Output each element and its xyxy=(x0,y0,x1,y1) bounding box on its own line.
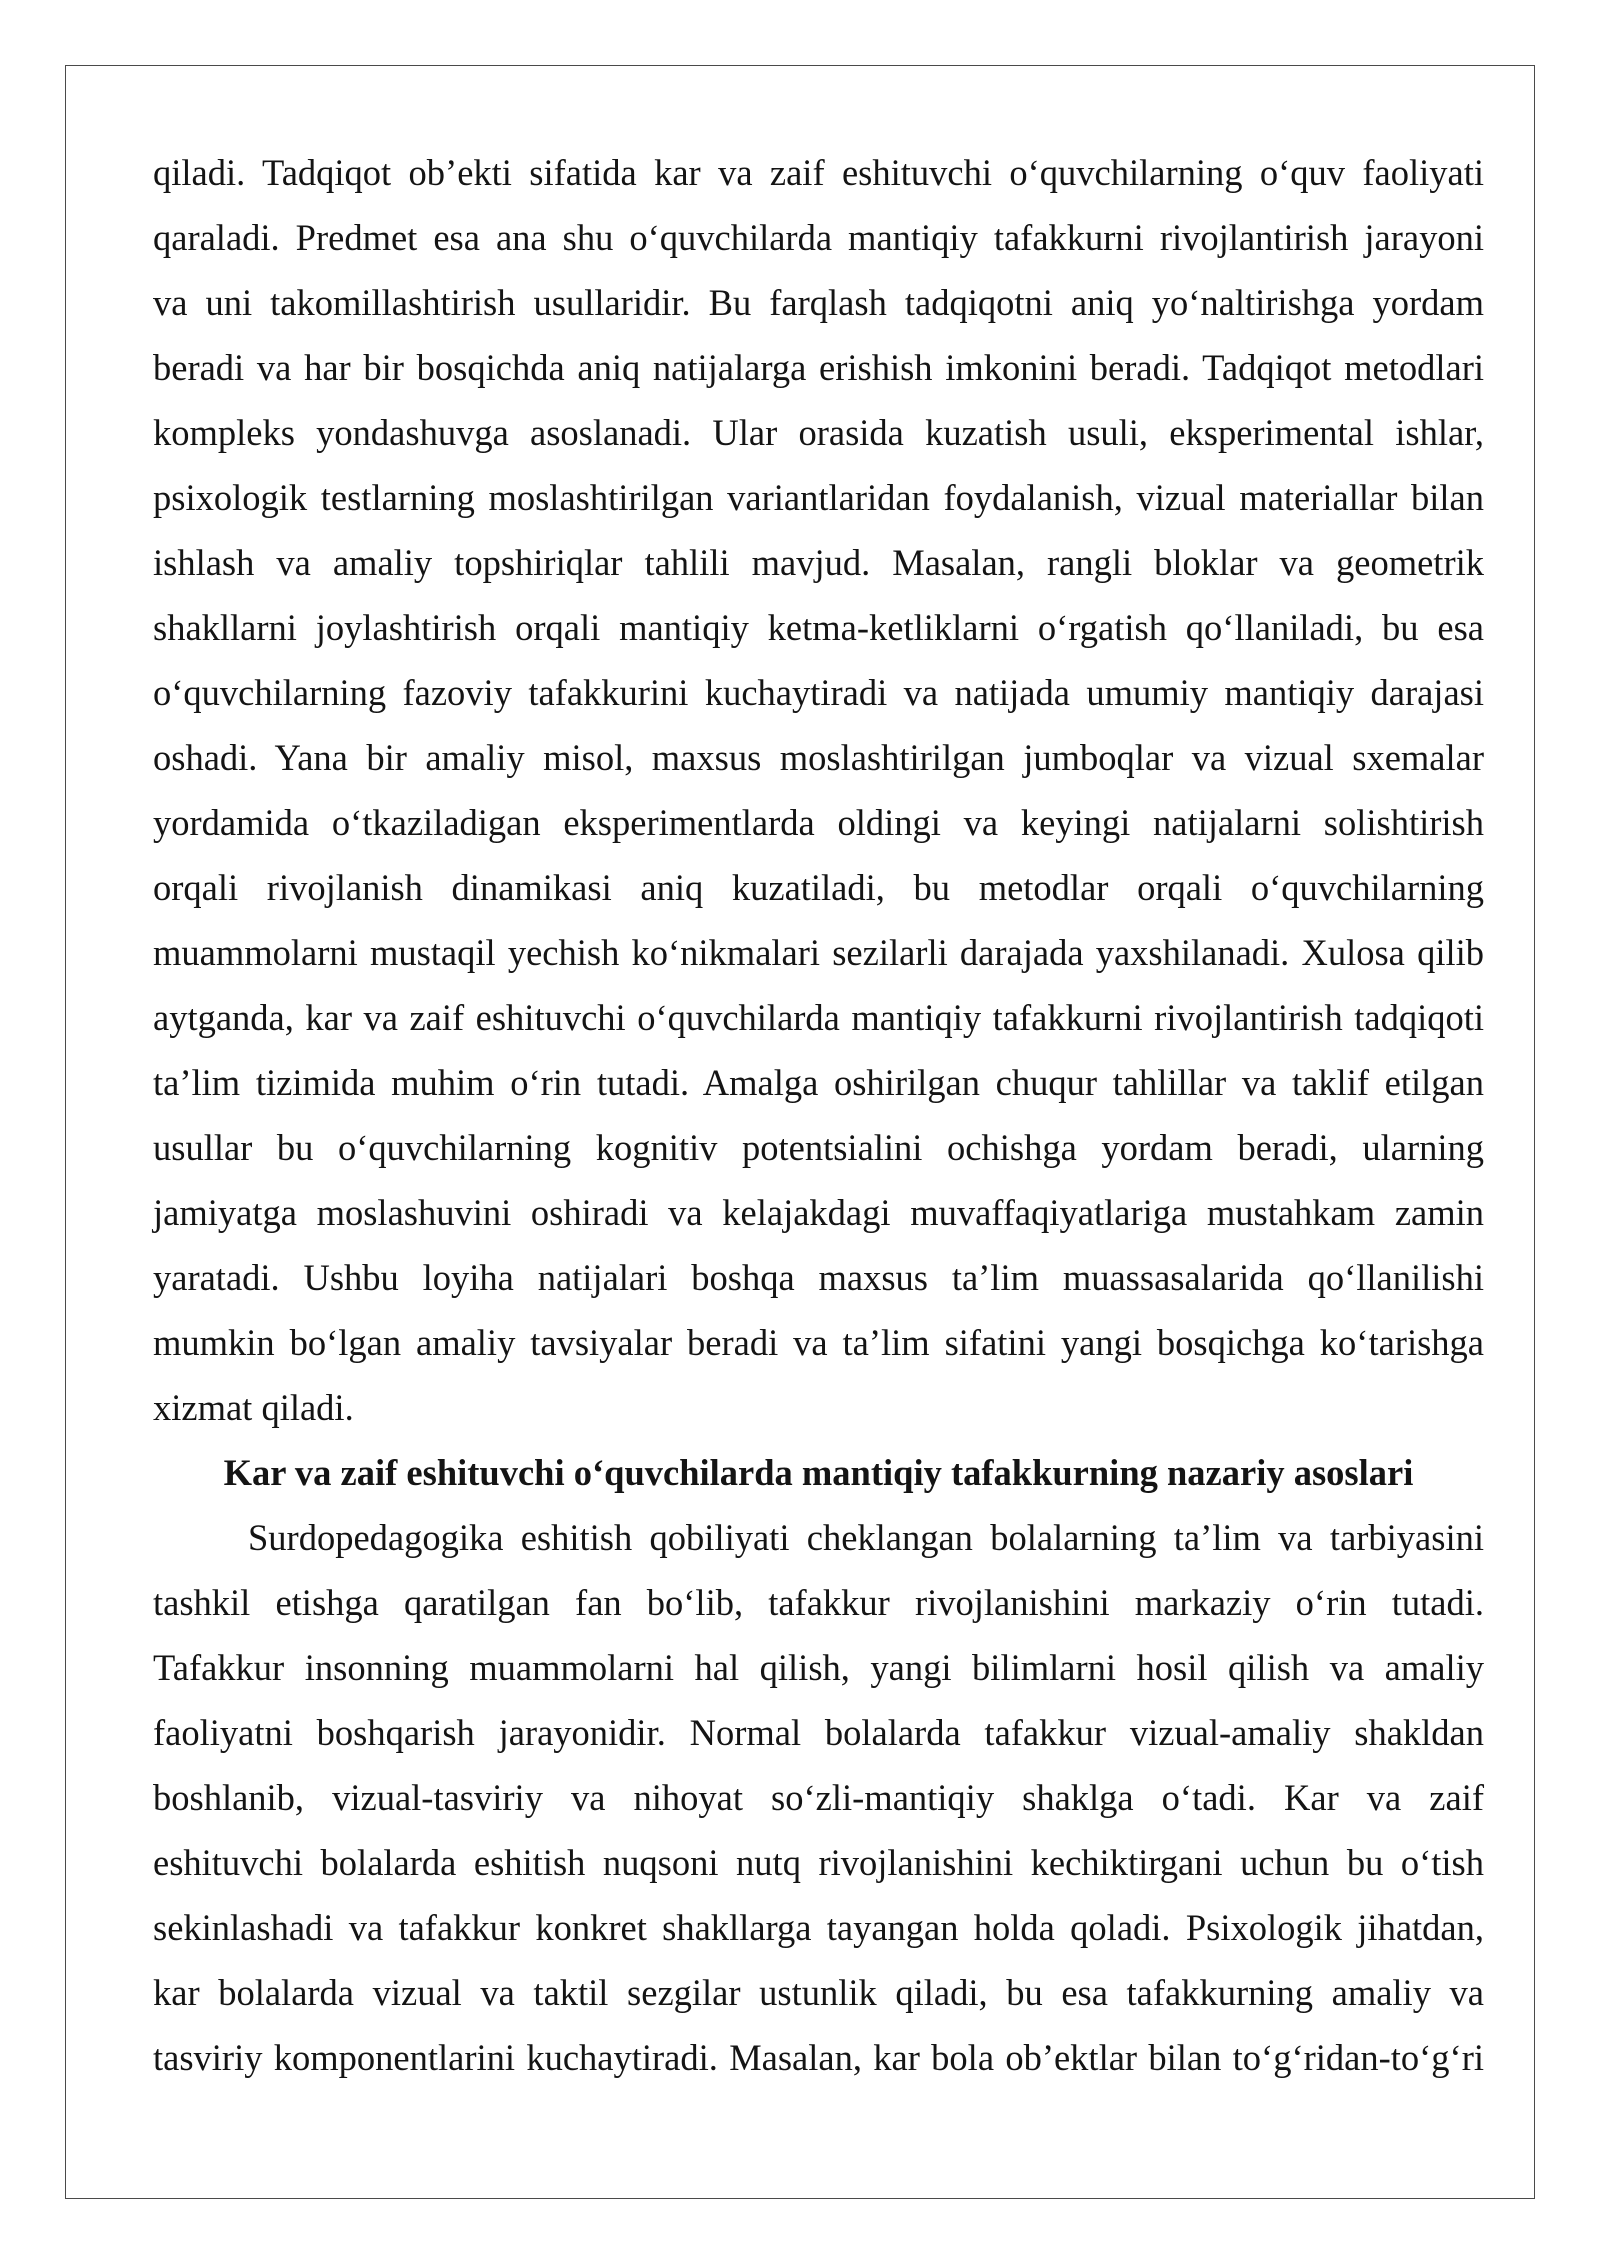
text-line: qiladi. Tadqiqot ob’ekti sifatida kar va zaif eshituvchi o‘quvchilarning o‘quv faoliyati xyxy=(153,152,1484,193)
text-line: jamiyatga moslashuvini oshiradi va kelajakdagi muvaffaqiyatlariga mustahkam zamin xyxy=(153,1192,1484,1233)
text-line: yordamida o‘tkaziladigan eksperimentlarda oldingi va keyingi natijalarni solishtirish xyxy=(153,802,1484,843)
text-line: oshadi. Yana bir amaliy misol, maxsus moslashtirilgan jumboqlar va vizual sxemalar xyxy=(153,737,1484,778)
text-line: ta’lim tizimida muhim o‘rin tutadi. Amalga oshirilgan chuqur tahlillar va taklif etilgan xyxy=(153,1062,1484,1103)
text-line: qaraladi. Predmet esa ana shu o‘quvchilarda mantiqiy tafakkurni rivojlantirish jarayoni xyxy=(153,217,1484,258)
text-line: mumkin bo‘lgan amaliy tavsiyalar beradi va ta’lim sifatini yangi bosqichga ko‘tarishga xyxy=(153,1322,1484,1363)
text-line: tashkil etishga qaratilgan fan bo‘lib, tafakkur rivojlanishini markaziy o‘rin tutadi. xyxy=(153,1582,1484,1623)
body-paragraph xyxy=(153,1505,1484,2090)
text-line: tasviriy komponentlarini kuchaytiradi. Masalan, kar bola ob’ektlar bilan to‘g‘ridan-to‘g‘ri xyxy=(153,2037,1484,2078)
text-line: shakllarni joylashtirish orqali mantiqiy ketma-ketliklarni o‘rgatish qo‘llaniladi, bu esa xyxy=(153,607,1484,648)
text-line: o‘quvchilarning fazoviy tafakkurini kuchaytiradi va natijada umumiy mantiqiy darajasi xyxy=(153,672,1484,713)
text-line: kompleks yondashuvga asoslanadi. Ular orasida kuzatish usuli, eksperimental ishlar, xyxy=(153,412,1484,453)
text-line: muammolarni mustaqil yechish ko‘nikmalari sezilarli darajada yaxshilanadi. Xulosa qilib xyxy=(153,932,1484,973)
text-line: xizmat qiladi. xyxy=(153,1387,354,1428)
document-body xyxy=(153,140,1484,2090)
text-line: aytganda, kar va zaif eshituvchi o‘quvchilarda mantiqiy tafakkurni rivojlantirish tadqiqoti xyxy=(153,997,1484,1038)
text-line: kar bolalarda vizual va taktil sezgilar ustunlik qiladi, bu esa tafakkurning amaliy va xyxy=(153,1972,1484,2013)
text-line: eshituvchi bolalarda eshitish nuqsoni nutq rivojlanishini kechiktirgani uchun bu o‘tish xyxy=(153,1842,1484,1883)
text-line: faoliyatni boshqarish jarayonidir. Normal bolalarda tafakkur vizual-amaliy shakldan xyxy=(153,1712,1484,1753)
text-line: psixologik testlarning moslashtirilgan variantlaridan foydalanish, vizual materiallar bilan xyxy=(153,477,1484,518)
text-line: usullar bu o‘quvchilarning kognitiv potentsialini ochishga yordam beradi, ularning xyxy=(153,1127,1484,1168)
text-line: orqali rivojlanish dinamikasi aniq kuzatiladi, bu metodlar orqali o‘quvchilarning xyxy=(153,867,1484,908)
text-line: boshlanib, vizual-tasviriy va nihoyat so‘zli-mantiqiy shaklga o‘tadi. Kar va zaif xyxy=(153,1777,1484,1818)
text-line: Tafakkur insonning muammolarni hal qilish, yangi bilimlarni hosil qilish va amaliy xyxy=(153,1647,1484,1688)
text-line: sekinlashadi va tafakkur konkret shakllarga tayangan holda qoladi. Psixologik jihatdan, xyxy=(153,1907,1484,1948)
text-line: yaratadi. Ushbu loyiha natijalari boshqa maxsus ta’lim muassasalarida qo‘llanilishi xyxy=(153,1257,1484,1298)
text-line: ishlash va amaliy topshiriqlar tahlili mavjud. Masalan, rangli bloklar va geometrik xyxy=(153,542,1484,583)
section-heading: Kar va zaif eshituvchi o‘quvchilarda mantiqiy tafakkurning nazariy asoslari xyxy=(223,1452,1414,1493)
text-line: beradi va har bir bosqichda aniq natijalarga erishish imkonini beradi. Tadqiqot metodlari xyxy=(153,347,1484,388)
text-line: va uni takomillashtirish usullaridir. Bu farqlash tadqiqotni aniq yo‘naltirishga yordam xyxy=(153,282,1484,323)
body-paragraph xyxy=(153,140,1484,1440)
text-line: Surdopedagogika eshitish qobiliyati cheklangan bolalarning ta’lim va tarbiyasini xyxy=(248,1517,1484,1558)
